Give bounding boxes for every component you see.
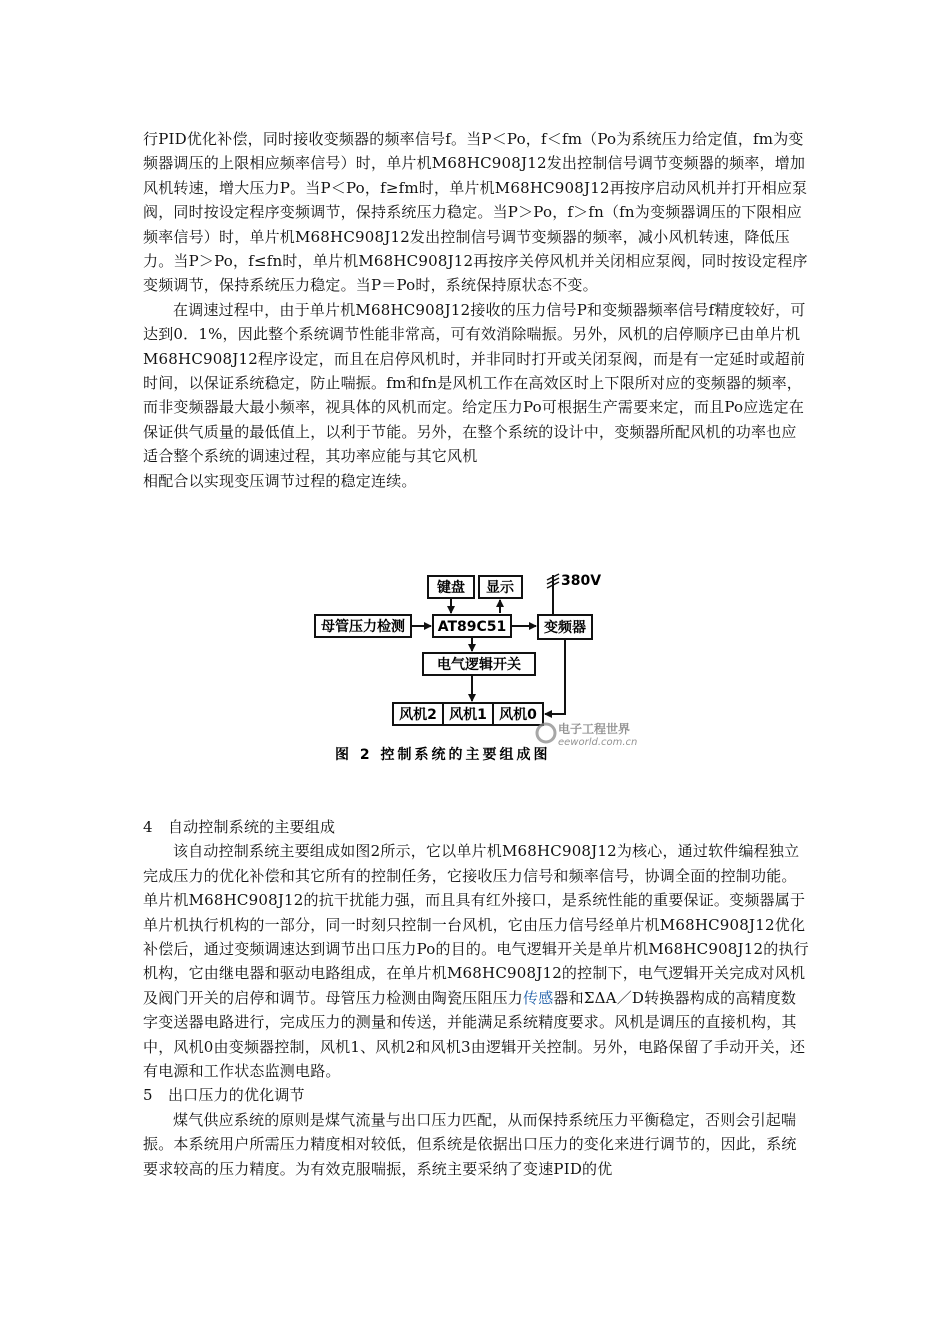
fan2-label: 风机2 [399,707,437,723]
arrow-inverter-to-fan0 [545,639,565,714]
paragraph-pressure-optimization: 煤气供应系统的原则是煤气流量与出口压力匹配，从而保持系统压力平衡稳定，否则会引起喘振。本系统用户所需压力精度相对较低，但系统是依据出口压力的变化来进行调节的，因此，系统要求较高的压力精度。为有效克服喘振，系统主要采纳了变速PID的优 [143,1110,797,1178]
block-diagram-svg [305,565,665,775]
fan1-label: 风机1 [449,707,487,723]
pressure-detect-label: 母管压力检测 [321,619,405,635]
mcu-label: AT89C51 [437,619,507,635]
watermark-cn: 电子工程世界 [558,722,631,736]
composition-text-before-link: 该自动控制系统主要组成如图2所示，它以单片机M68HC908J12为核心，通过软件编程独立完成压力的优化补偿和其它所有的控制任务，它接收压力信号和频率信号，协调全面的控制功能。单片机M68HC908J12的抗干扰能力强，而且具有红外接口，是系统性能的重要保证。变频器属于单片机执行机构的一部分，同一时刻只控制一台风机，它由压力信号经单片机M68HC908J12优化补偿后，通过变频调速达到调节出口压力Po的目的。电气逻辑开关是单片机M68HC908J12的执行机构，它由继电器和驱动电路组成，在单片机M68HC908J12的控制下，电气逻辑开关完成对风机及阀门开关的启停和调节。母管压力检测由陶瓷压阻压力 [143,842,809,1007]
paragraph-control-logic: 行PID优化补偿，同时接收变频器的频率信号f。当P＜Po，f＜fm（Po为系统压力给定值，fm为变频器调压的上限相应频率信号）时，单片机M68HC908J12发出控制信号调节变频器的频率，增加风机转速，增大压力P。当P＜Po，f≥fm时，单片机M68HC908J12再按序启动风机并打开相应泵阀，同时按设定程序变频调节，保持系统压力稳定。当P＞Po，f＞fn（fn为变频器调压的下限相应频率信号）时，单片机M68HC908J12发出控制信号调节变频器的频率，减小风机转速，降低压力。当P＞Po，f≤fn时，单片机M68HC908J12再按序关停风机并关闭相应泵阀，同时按设定程序变频调节，保持系统压力稳定。当P＝Po时，系统保持原状态不变。 [143,130,808,295]
watermark-en: eeworld.com.cn [558,737,638,748]
paragraph-speed-regulation: 在调速过程中，由于单片机M68HC908J12接收的压力信号P和变频器频率信号f精度较好，可达到0．1%，因此整个系统调节性能非常高，可有效消除喘振。另外，风机的启停顺序已由单片机M68HC908J12程序设定，而且在启停风机时，并非同时打开或关闭泵阀，而是有一定延时或超前时间，以保证系统稳定，防止喘振。fm和fn是风机工作在高效区时上下限所对应的变频器的频率，而非变频器最大最小频率，视具体的风机而定。给定压力Po可根据生产需要来定，而且Po应选定在保证供气质量的最低值上，以利于节能。另外，在整个系统的设计中，变频器所配风机的功率也应适合整个系统的调速过程，其功率应能与其它风机 [143,300,806,466]
figure-caption: 图 2 控制系统的主要组成图 [335,747,551,763]
voltage-label: 380V [561,573,602,589]
paragraph-speed-regulation-tail: 相配合以实现变压调节过程的稳定连续。 [143,471,417,490]
watermark-logo-icon [537,724,555,742]
composition-text-after-link: 器和ΣΔA／D转换器构成的高精度数字变送器电路进行，完成压力的测量和传送，并能满足系统精度要求。风机是调压的直接机构，其中，风机0由变频器控制，风机1、风机2和风机3由逻辑开关控制。另外，电路保留了手动开关，还有电源和工作状态监测电路。 [143,988,806,1081]
logic-switch-label: 电气逻辑开关 [437,657,521,673]
lower-text-block [143,815,811,1181]
sensor-link[interactable]: 传感 [523,988,554,1007]
keyboard-label: 键盘 [437,580,465,596]
section-5-heading: 5 出口压力的优化调节 [143,1086,305,1105]
fan0-label: 风机0 [499,707,537,723]
paragraph-system-composition [143,839,811,1083]
figure-2-diagram [305,565,665,775]
display-label: 显示 [486,580,514,596]
watermark [537,721,637,748]
section-4-heading: 4 自动控制系统的主要组成 [143,818,336,836]
inverter-label: 变频器 [544,620,586,636]
upper-text-block [143,127,811,493]
